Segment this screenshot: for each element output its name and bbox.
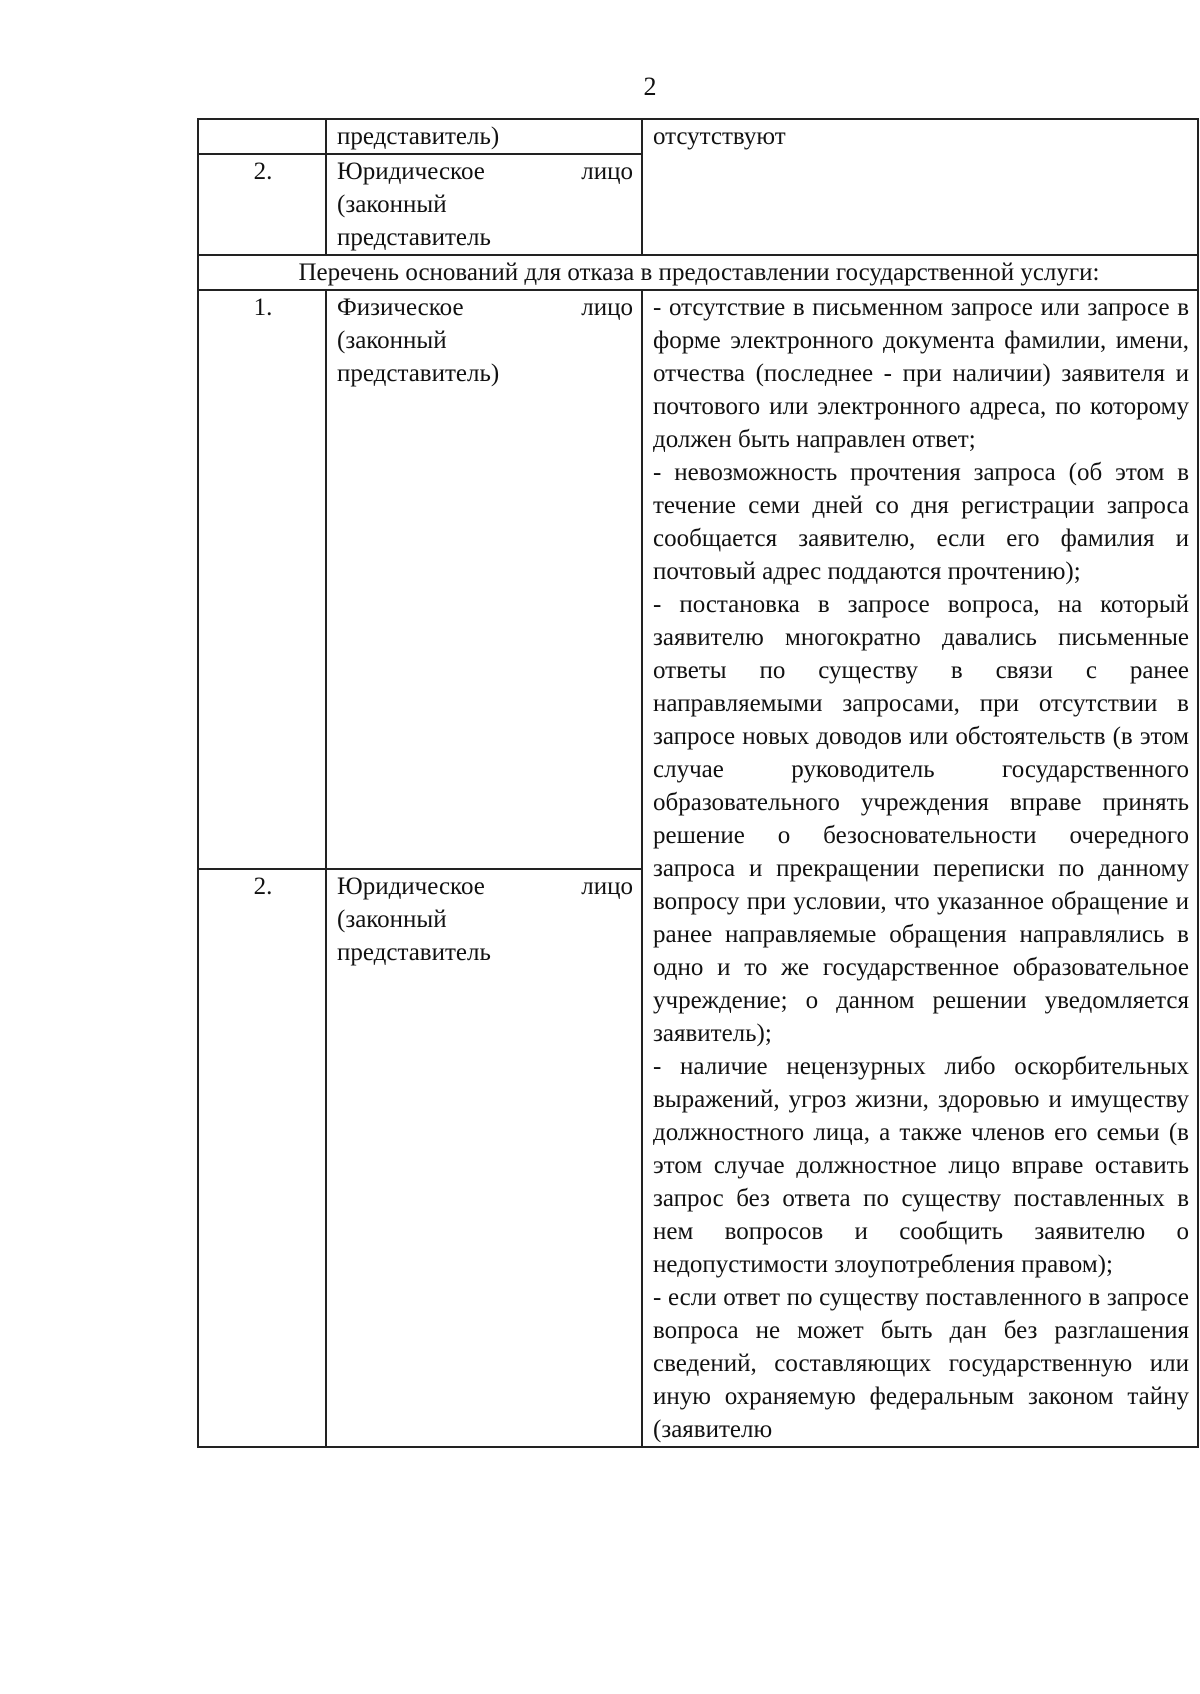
ground-item: - наличие нецензурных либо оскорбительных выражений, угроз жизни, здоровью и имуществу должностного лица, а также членов его семьи (в этом случае должностное лицо вправе оставить запрос без ответа по существу поставленных в нем вопросов и сообщить заявителю о недопустимости злоупотребления правом); bbox=[653, 1053, 1189, 1278]
applicant-type-suffix: лицо bbox=[581, 872, 633, 900]
applicant-note: представитель bbox=[337, 938, 491, 966]
applicant-type: представитель) bbox=[337, 123, 500, 150]
row-number: 1. bbox=[198, 290, 326, 869]
page-number: 2 bbox=[643, 72, 657, 101]
section-header-row bbox=[198, 255, 1198, 290]
result-text: отсутствуют bbox=[653, 123, 786, 150]
applicant-note: (законный bbox=[337, 905, 447, 933]
ground-item: - невозможность прочтения запроса (об этом в течение семи дней со дня регистрации запроса сообщается заявителю, если его фамилия и почтовый адрес поддаются прочтению); bbox=[653, 459, 1189, 585]
table-row bbox=[198, 119, 1198, 154]
applicant-cell bbox=[326, 290, 642, 869]
result-cell bbox=[642, 119, 1198, 255]
ground-item: - если ответ по существу поставленного в запросе вопроса не может быть дан без разглашения сведений, составляющих государственную или иную охраняемую федеральным законом тайну (заявителю bbox=[653, 1284, 1189, 1443]
section-header: Перечень оснований для отказа в предоставлении государственной услуги: bbox=[198, 255, 1198, 290]
applicant-note: (законный bbox=[337, 191, 447, 218]
applicant-note: (законный bbox=[337, 327, 447, 354]
services-table bbox=[197, 118, 1199, 1448]
table-row bbox=[198, 290, 1198, 869]
applicant-note: представитель) bbox=[337, 360, 500, 387]
row-number: 2. bbox=[198, 869, 326, 1448]
grounds-cell bbox=[642, 290, 1198, 1447]
applicant-cell bbox=[326, 154, 642, 255]
ground-item: - постановка в запросе вопроса, на который заявителю многократно давались письменные ответы по существу в связи с ранее направляемыми запросами, при отсутствии в запросе новых доводов или обстоятельств (в этом случае руководитель государственного образовательного учреждения вправе принять решение о безосновательности очередного запроса и прекращении переписки по данному вопросу при условии, что указанное обращение и ранее направляемые обращения направлялись в одно и то же государственное образовательное учреждение; о данном решении уведомляется заявитель); bbox=[653, 591, 1189, 1047]
ground-item: - отсутствие в письменном запросе или запросе в форме электронного документа фамилии, имени, отчества (последнее - при наличии) заявителя и почтового или электронного адреса, по которому должен быть направлен ответ; bbox=[653, 294, 1189, 453]
applicant-cell bbox=[326, 869, 642, 1448]
applicant-type: Юридическое bbox=[337, 158, 485, 185]
applicant-type: Физическое bbox=[337, 294, 464, 321]
applicant-cell bbox=[326, 119, 642, 154]
applicant-type: Юридическое bbox=[337, 872, 485, 900]
applicant-type-suffix: лицо bbox=[581, 158, 633, 185]
applicant-type-suffix: лицо bbox=[581, 294, 633, 321]
row-number: 2. bbox=[198, 154, 326, 255]
row-number bbox=[198, 119, 326, 154]
applicant-note: представитель bbox=[337, 224, 491, 251]
